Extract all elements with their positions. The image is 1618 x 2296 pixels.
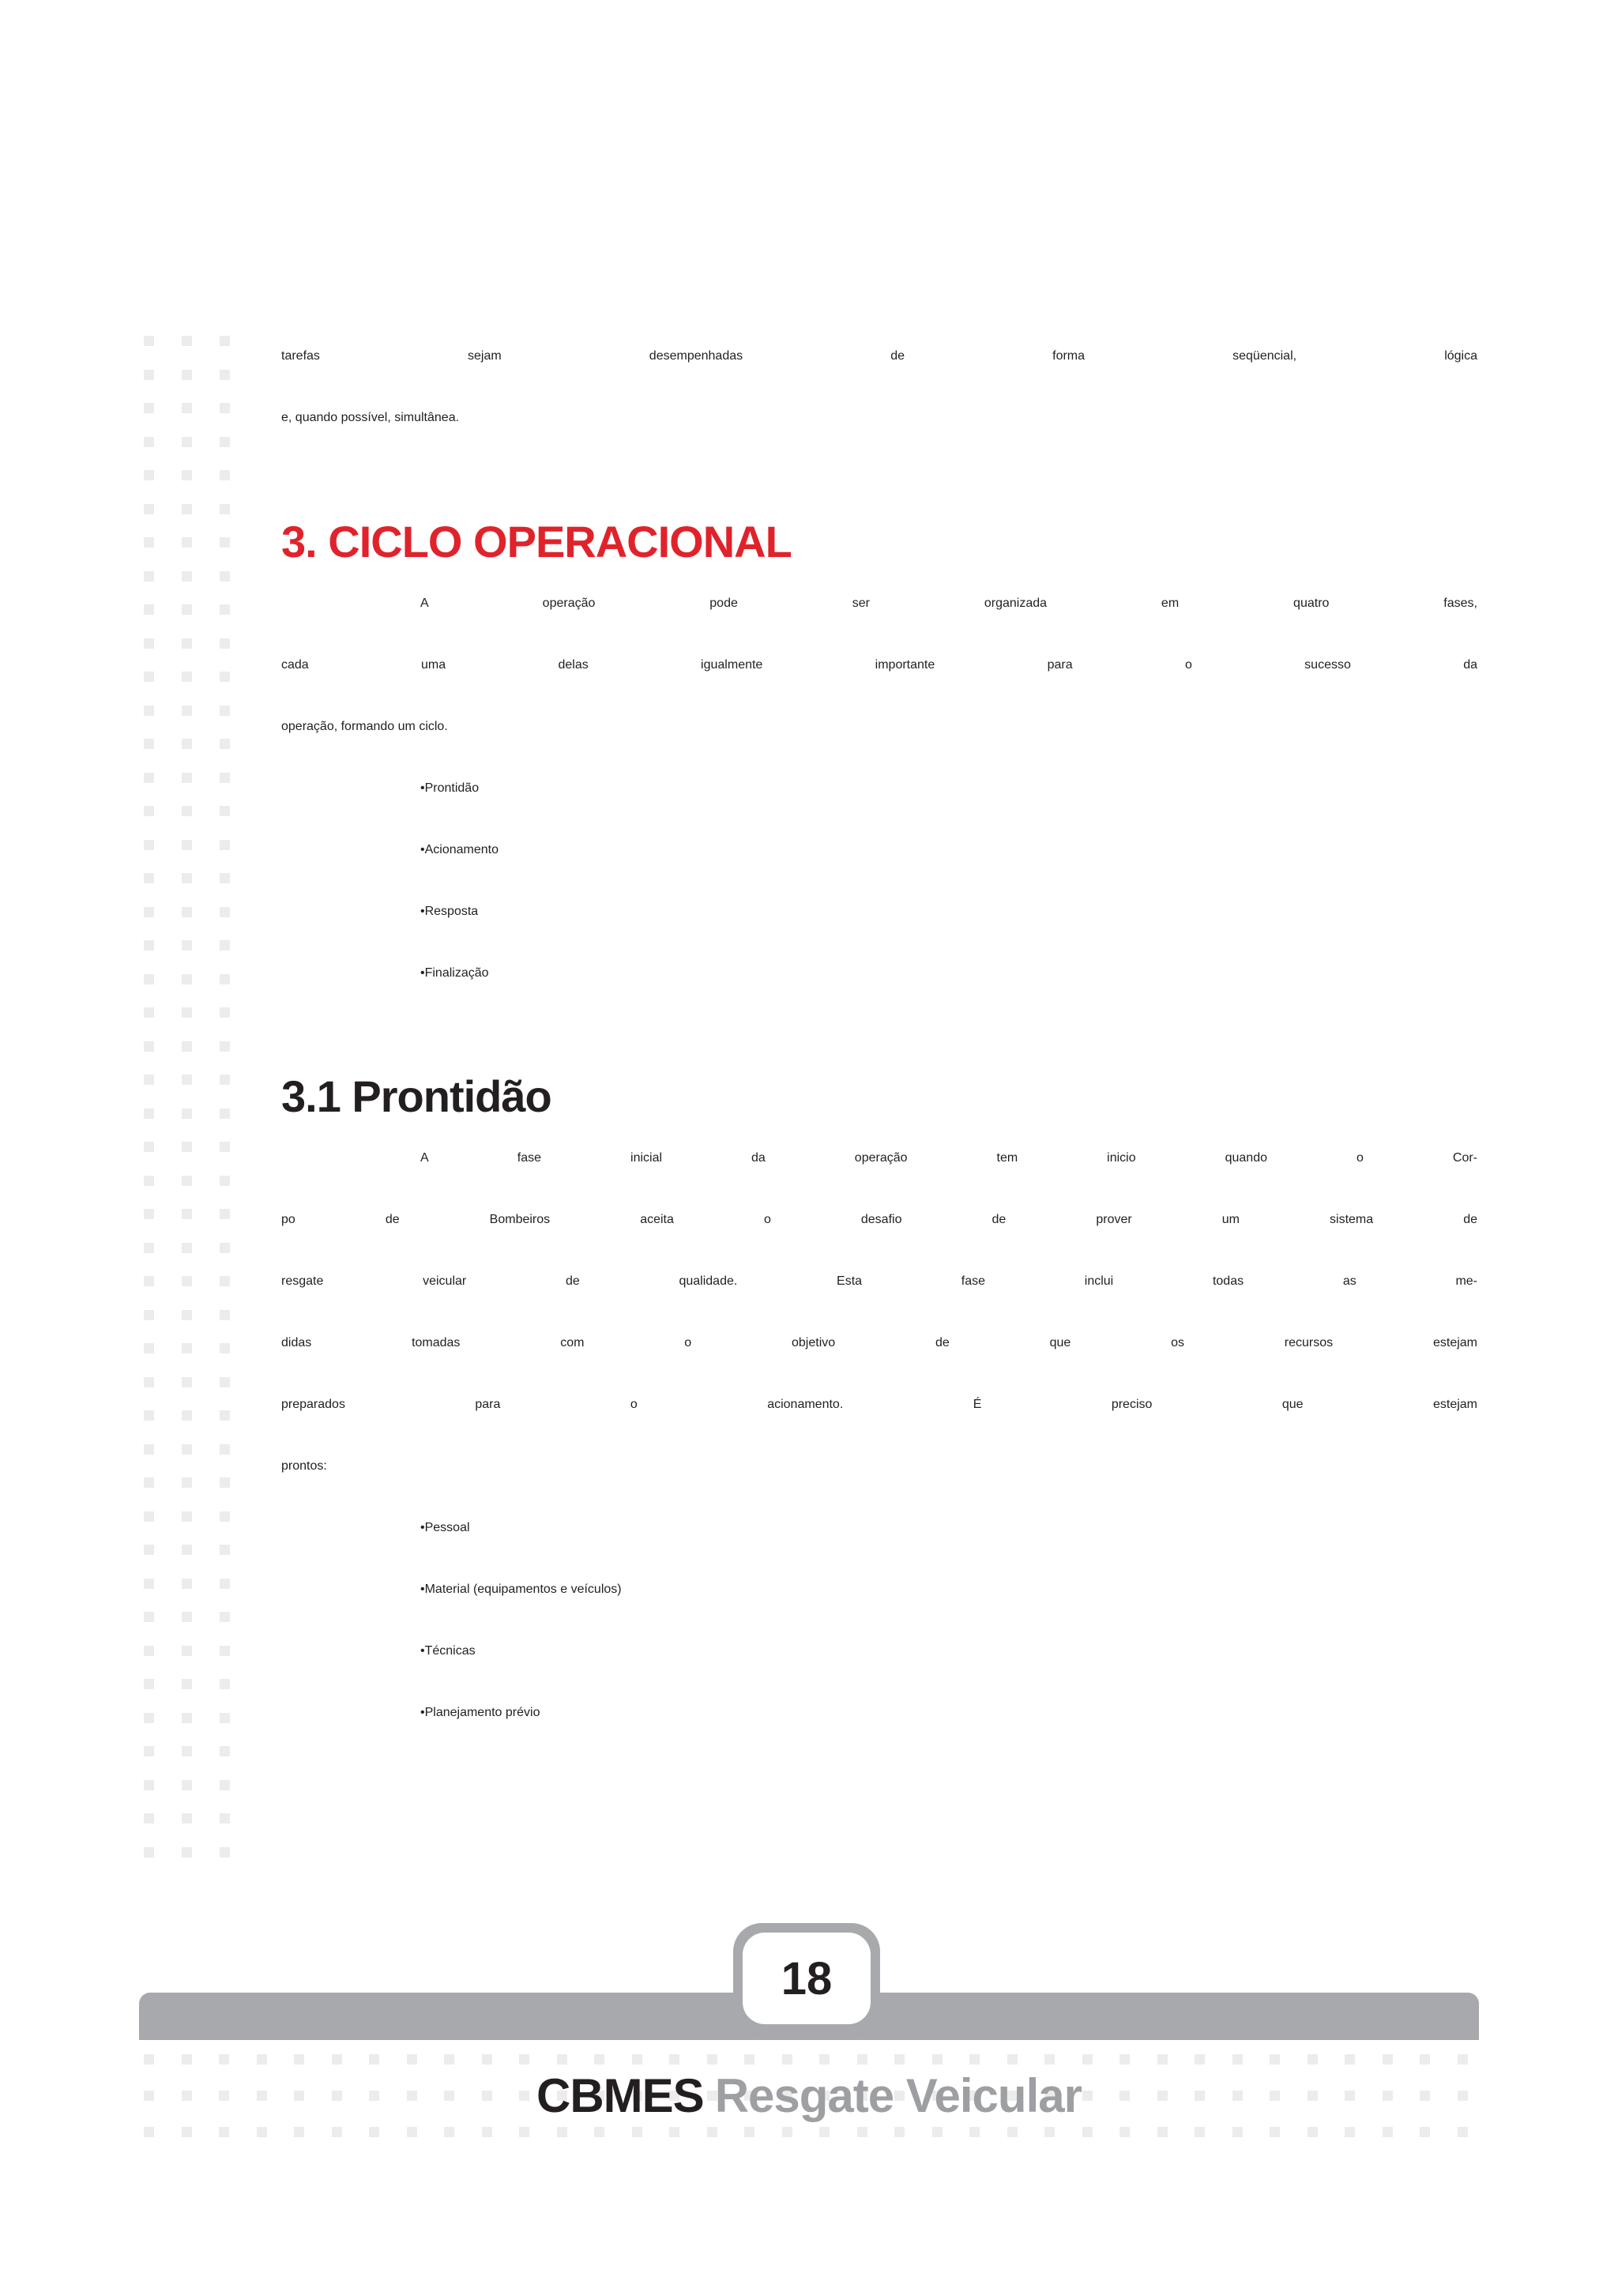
decorative-dot-pattern-left — [144, 336, 239, 1865]
body-line: A operação pode ser organizada em quatro fases, — [420, 597, 1477, 610]
body-line: tarefas sejam desempenhadas de forma seqüencial, lógica — [281, 349, 1477, 363]
body-line: cada uma delas igualmente importante para o sucesso da — [281, 658, 1477, 672]
body-line: A fase inicial da operação tem inicio quando o Cor- — [420, 1151, 1477, 1165]
brand-secondary: Resgate Veicular — [714, 2069, 1082, 2122]
body-line: operação, formando um ciclo. — [281, 720, 448, 733]
body-line: resgate veicular de qualidade. Esta fase inclui todas as me- — [281, 1274, 1477, 1288]
body-line: didas tomadas com o objetivo de que os recursos estejam — [281, 1336, 1477, 1349]
brand-primary: CBMES — [536, 2069, 704, 2122]
list-item: •Acionamento — [420, 843, 499, 856]
page-number: 18 — [743, 1933, 871, 2024]
section-heading-prontidao: 3.1 Prontidão — [281, 1071, 551, 1121]
body-line: po de Bombeiros aceita o desafio de prover um sistema de — [281, 1213, 1477, 1226]
body-line: preparados para o acionamento. É preciso que estejam — [281, 1398, 1477, 1411]
body-line: prontos: — [281, 1459, 327, 1473]
list-item: •Planejamento prévio — [420, 1706, 540, 1719]
list-item: •Material (equipamentos e veículos) — [420, 1583, 622, 1596]
list-item: •Técnicas — [420, 1644, 476, 1658]
list-item: •Prontidão — [420, 781, 480, 795]
section-heading-ciclo-operacional: 3. CICLO OPERACIONAL — [281, 517, 792, 566]
footer-brand — [0, 2068, 1618, 2123]
list-item: •Pessoal — [420, 1521, 470, 1534]
list-item: •Finalização — [420, 966, 489, 980]
body-line: e, quando possível, simultânea. — [281, 411, 460, 424]
page-number-box — [733, 1923, 880, 2034]
list-item: •Resposta — [420, 905, 479, 918]
